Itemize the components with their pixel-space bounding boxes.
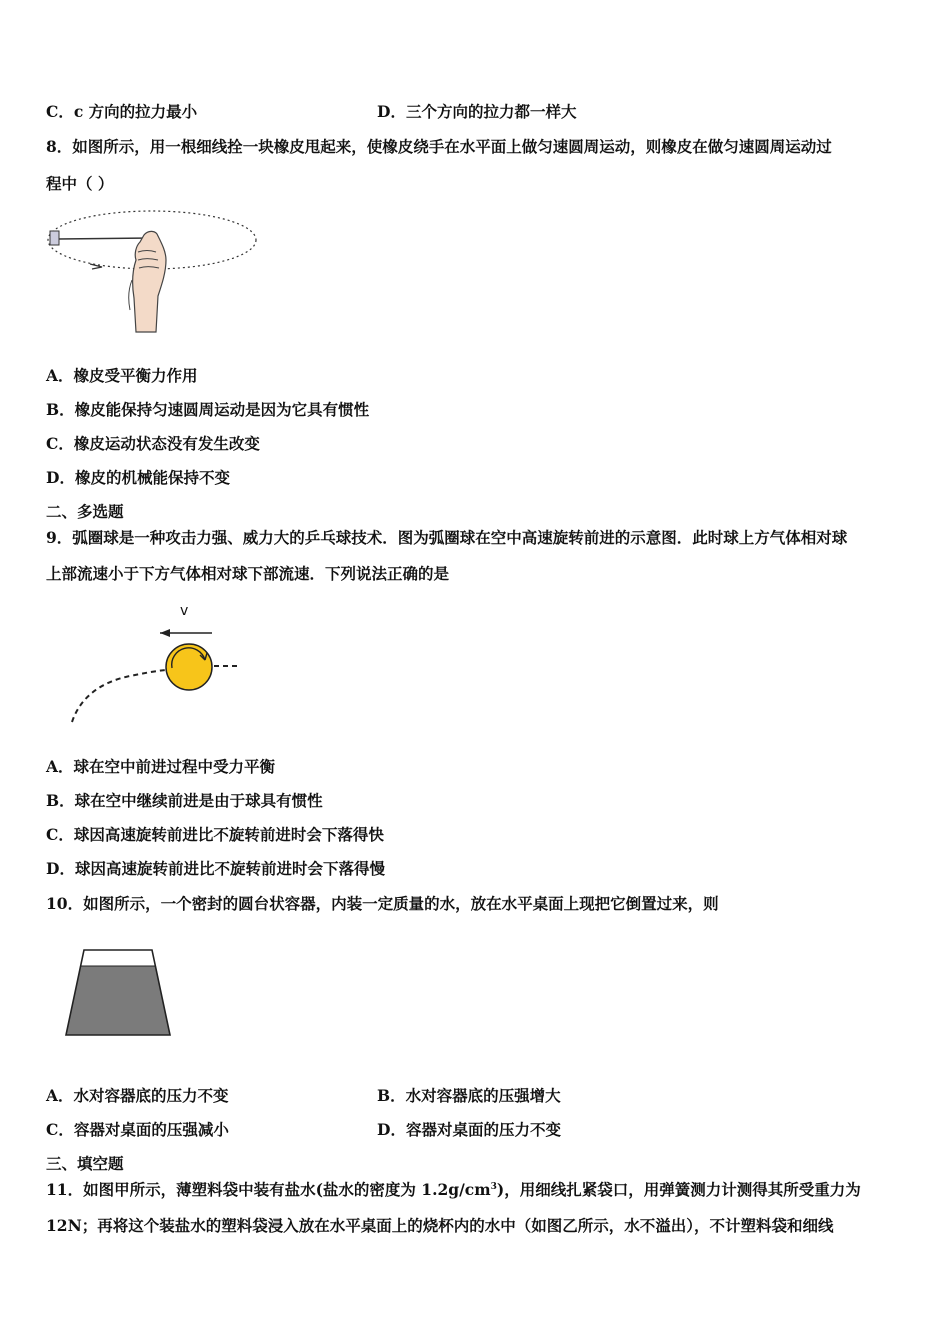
- q8-figure-rubber-circular-motion: [44, 200, 264, 340]
- q9-option-b: B．球在空中继续前进是由于球具有惯性: [46, 791, 323, 810]
- q9-figure-loop-ball: [60, 618, 250, 728]
- q7-option-d: D．三个方向的拉力都一样大: [377, 102, 577, 121]
- q9-stem-line2: 上部流速小于下方气体相对球下部流速．下列说法正确的是: [46, 564, 450, 583]
- q11-stem-line1: 11．如图甲所示，薄塑料袋中装有盐水(盐水的密度为 $1.2g/cm^3$)，用细线扎紧袋口，用弹簧测力计测得其所受重力为: [46, 1180, 861, 1199]
- q8-stem-line2: 程中（ ）: [46, 174, 114, 193]
- q10-stem: 10．如图所示，一个密封的圆台状容器，内装一定质量的水，放在水平桌面上现把它倒置过来，则: [46, 894, 719, 913]
- q9-velocity-label: v: [180, 603, 189, 619]
- section-heading-multiple-choice: 二、多选题: [46, 502, 124, 521]
- q10-figure-frustum-container: [60, 946, 176, 1040]
- q10-option-c: C．容器对桌面的压强减小: [46, 1120, 229, 1139]
- q8-option-c: C．橡皮运动状态没有发生改变: [46, 434, 260, 453]
- q8-option-b: B．橡皮能保持匀速圆周运动是因为它具有惯性: [46, 400, 370, 419]
- q9-option-d: D．球因高速旋转前进比不旋转前进时会下落得慢: [46, 859, 385, 878]
- q10-option-d: D．容器对桌面的压力不变: [377, 1120, 561, 1139]
- q9-option-c: C．球因高速旋转前进比不旋转前进时会下落得快: [46, 825, 384, 844]
- q11-stem-line2: 12N；再将这个装盐水的塑料袋浸入放在水平桌面上的烧杯内的水中（如图乙所示，水不溢出），不计塑料袋和细线: [46, 1216, 834, 1235]
- q8-option-a: A．橡皮受平衡力作用: [46, 366, 198, 385]
- q7-option-c: C．c 方向的拉力最小: [46, 102, 198, 121]
- section-heading-fill-in: 三、填空题: [46, 1154, 124, 1173]
- q8-stem-line1: 8．如图所示，用一根细线拴一块橡皮甩起来，使橡皮绕手在水平面上做匀速圆周运动，则橡皮在做匀速圆周运动过: [46, 137, 832, 156]
- q10-option-b: B．水对容器底的压强增大: [377, 1086, 561, 1105]
- q9-stem-line1: 9．弧圈球是一种攻击力强、威力大的乒乓球技术．图为弧圈球在空中高速旋转前进的示意图．此时球上方气体相对球: [46, 528, 848, 547]
- q9-option-a: A．球在空中前进过程中受力平衡: [46, 757, 276, 776]
- q10-option-a: A．水对容器底的压力不变: [46, 1086, 229, 1105]
- q8-option-d: D．橡皮的机械能保持不变: [46, 468, 230, 487]
